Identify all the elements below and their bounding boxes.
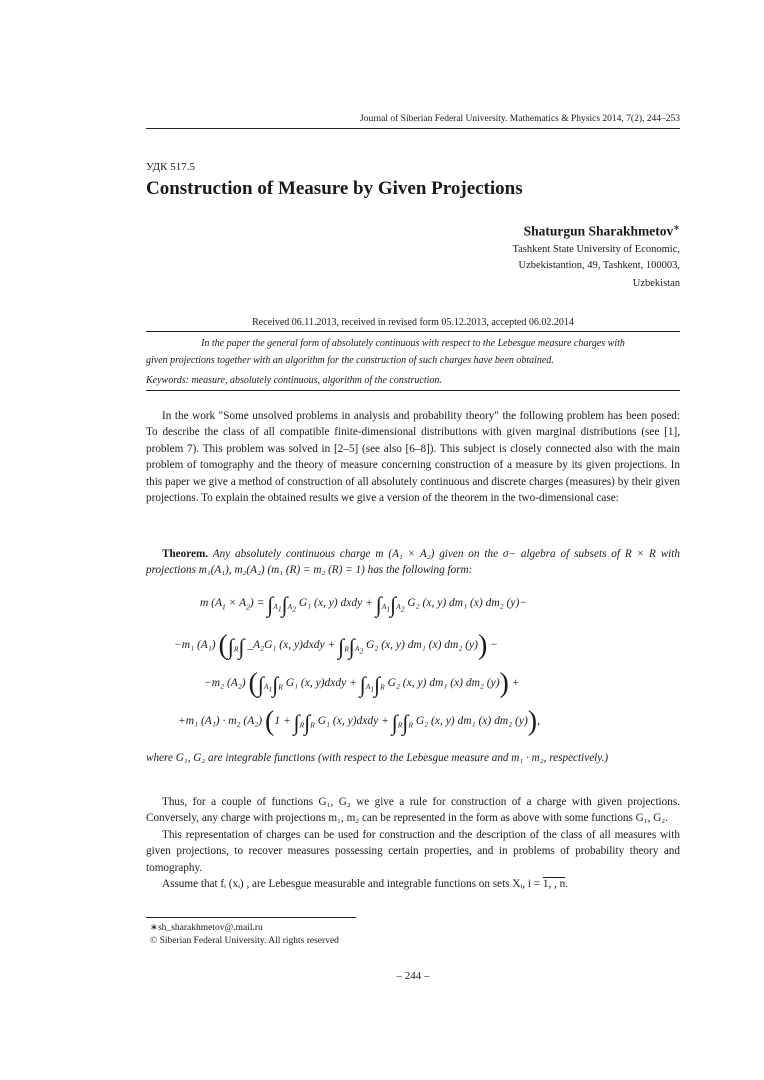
theorem xyxy=(146,546,680,579)
equation-line-2: −m₁ (A₁) ($\int_R\int$ _A₂G₁ (x, y)dxdy + $\int_R\int_{A_2}$ G₂ (x, y) dm₁ (x) dm₂ (y)) − xyxy=(174,630,498,661)
author-affiliation: Tashkent State University of Economic, Uzbekistantion, 49, Tashkent, 100003, Uzbekistan xyxy=(512,243,680,289)
paper-title: Construction of Measure by Given Projections xyxy=(146,178,523,199)
abstract: In the paper the general form of absolutely continuous with respect to the Lebesgue measure charges with given projections together with an algorithm for the construction of such charges have been obtained. xyxy=(146,338,625,366)
author-name: Shaturgun Sharakhmetov∗ xyxy=(523,223,680,239)
theorem-label: Theorem. xyxy=(162,548,209,560)
received-dates: Received 06.11.2013, received in revised form 05.12.2013, accepted 06.02.2014 xyxy=(252,317,574,328)
keywords: Keywords: measure, absolutely continuous, algorithm of the construction. xyxy=(146,375,442,386)
equation-line-3: −m₂ (A₂) ($\int_{A_1}\int_R$ G₁ (x, y)dxdy + $\int_{A_1}\int_R$ G₂ (x, y) dm₁ (x) dm₂ (y)) + xyxy=(204,668,520,699)
equation-line-4: +m₁ (A₁) · m₂ (A₂) ($1 + \int_R\int_R$ G₁ (x, y)dxdy + $\int_R\int_R$ G₂ (x, y) dm₁ (x) dm₂ (y)), xyxy=(178,706,540,737)
author-block xyxy=(440,223,680,292)
intro-paragraph: In the work "Some unsolved problems in analysis and probability theory" the following problem has been posed: To describe the class of all compatible finite-dimensional distributions with given marginal distributions (see [1], problem 7). This problem was solved in [2–5] (see also [6–8]). This subject is closely connected also with the main problem of tomography and the theory of measure concerning construction of a measure by its given projections. In this paper we give a method of construction of all absolutely continuous and discrete charges (measures) by their given projections. To explain the obtained results we give a version of the theorem in the two-dimensional case: xyxy=(146,410,680,505)
equation-explanation: where G₁, G₂ are integrable functions (with respect to the Lebesgue measure and m₁ · m₂, respectively.) xyxy=(146,752,609,764)
page-number: – 244 – xyxy=(396,970,430,982)
footnote-email: ∗sh_sharakhmetov@.mail.ru xyxy=(150,923,263,933)
udc-code: УДК 517.5 xyxy=(146,161,196,173)
journal-header: Journal of Siberian Federal University. Mathematics & Physics 2014, 7(2), 244–253 xyxy=(146,114,680,129)
theorem-statement: Any absolutely continuous charge m (A₁ × A₂) given on the σ− algebra of subsets of R × R with projections m₁(A₁), m₂(A₂) (m₁ (R) = m₂ (R) = 1) has the following form: xyxy=(146,548,680,577)
footnote-rule xyxy=(146,917,356,918)
paragraph-representation: This representation of charges can be used for construction and the description of the class of all measures with given projections, to recover measures possessing certain properties, and in problems of probability theory and tomography. xyxy=(146,828,680,874)
author-footnote-mark: ∗ xyxy=(673,223,680,232)
paragraph-assume: Assume that fᵢ (xᵢ) , are Lebesgue measurable and integrable functions on sets Xᵢ, i = 1, , n. xyxy=(162,878,569,891)
body-paragraphs xyxy=(146,794,680,892)
abstract-box xyxy=(146,331,680,391)
main-equation xyxy=(146,592,680,742)
equation-line-1: m $(A_1 \times A_2) = \int_{A_1}\int_{A_2}$ G₁ (x, y) dxdy + $\int_{A_1}\int_{A_2}$ G₂ (x, y) dm₁ (x) dm₂ (y)− xyxy=(200,592,528,617)
paragraph-thus: Thus, for a couple of functions G₁, G₂ we give a rule for construction of a charge with given projections. Conversely, any charge with projections m₁, m₂ can be represented in the form as above with some functions G₁, G₂. xyxy=(146,796,680,825)
footnote-copyright: © Siberian Federal University. All rights reserved xyxy=(150,936,339,946)
